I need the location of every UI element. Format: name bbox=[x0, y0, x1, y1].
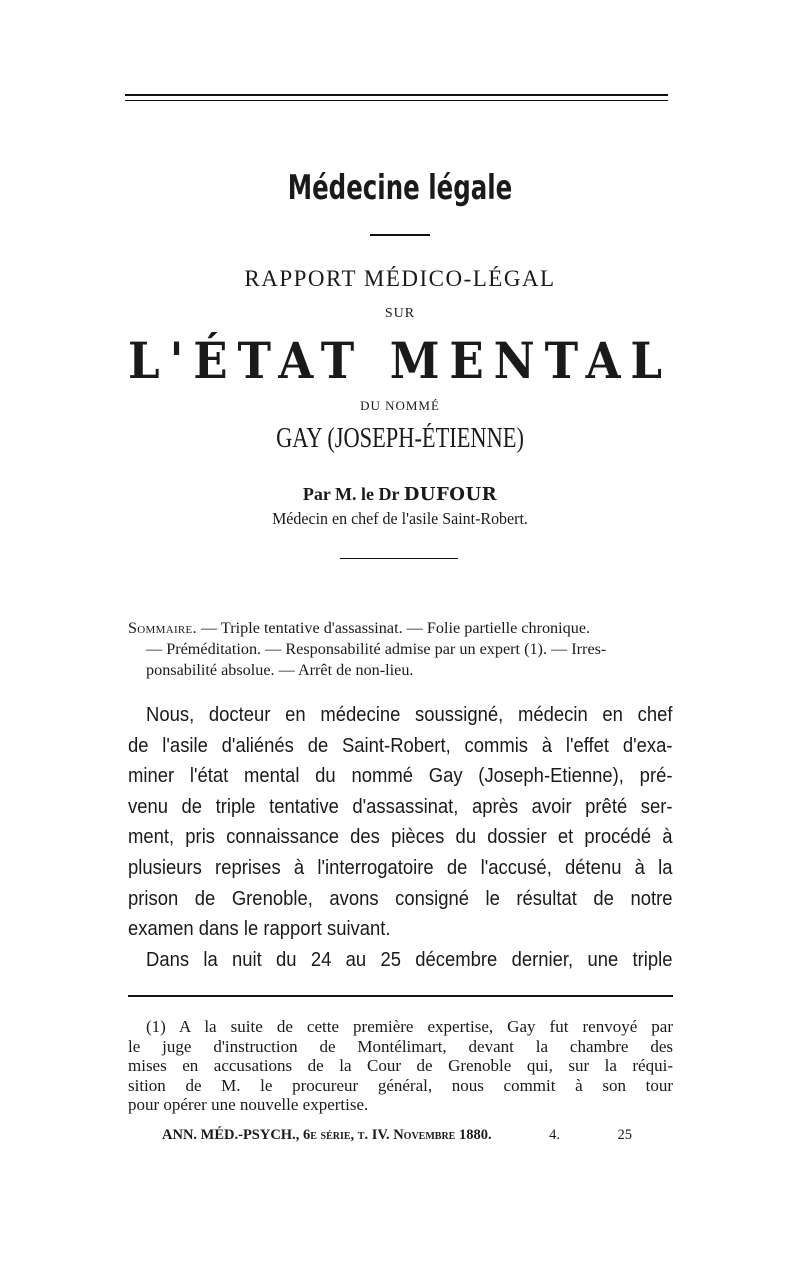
top-rule-thin bbox=[125, 100, 668, 101]
report-kicker: RAPPORT MÉDICO-LÉGAL bbox=[244, 266, 556, 291]
footnote bbox=[128, 1017, 673, 1115]
author-name: DUFOUR bbox=[403, 484, 498, 505]
author-divider bbox=[340, 558, 458, 559]
footnote-line: le juge d'instruction de Montélimart, devant la chambre des bbox=[128, 1036, 673, 1056]
running-footer bbox=[162, 1127, 632, 1144]
author-line bbox=[0, 484, 800, 505]
footnote-line: mises en accusations de la Cour de Grenoble qui, sur la réqui- bbox=[128, 1056, 673, 1075]
sur-label: SUR bbox=[384, 306, 416, 321]
sommaire-line-3: ponsabilité absolue. — Arrêt de non-lieu. bbox=[146, 661, 414, 679]
sommaire-label: Sommaire. bbox=[128, 619, 197, 637]
body-text bbox=[128, 700, 673, 975]
top-rule bbox=[125, 94, 668, 96]
body-line: examen dans le rapport suivant. bbox=[128, 917, 391, 941]
sommaire-line-2: — Préméditation. — Responsabilité admise par un expert (1). — Irres- bbox=[146, 640, 607, 658]
section-title: Médecine légale bbox=[287, 168, 513, 208]
body-line: miner l'état mental du nommé Gay (Joseph-Etienne), pré- bbox=[128, 764, 673, 788]
sommaire bbox=[128, 618, 668, 681]
journal-citation: ANN. MÉD.-PSYCH., 6e série, t. IV. Novembre 1880. bbox=[162, 1127, 492, 1143]
body-line: Nous, docteur en médecine soussigné, médecin en chef bbox=[146, 703, 673, 726]
page-number: 25 bbox=[617, 1127, 632, 1143]
author-affiliation: Médecin en chef de l'asile Saint-Robert. bbox=[272, 509, 528, 528]
sheet-signature: 4. bbox=[549, 1127, 560, 1143]
footnote-line: sition de M. le procureur général, nous commit à son tour bbox=[128, 1075, 673, 1095]
footnote-rule bbox=[128, 995, 673, 997]
footnote-line: (1) A la suite de cette première expertise, Gay fut renvoyé par bbox=[146, 1017, 673, 1036]
body-line: de l'asile d'aliénés de Saint-Robert, commis à l'effet d'exa- bbox=[128, 733, 673, 757]
main-title: L'ÉTAT MENTAL bbox=[128, 331, 672, 390]
body-line: plusieurs reprises à l'interrogatoire de l'accusé, détenu à la bbox=[128, 855, 673, 879]
footnote-line: pour opérer une nouvelle expertise. bbox=[128, 1095, 369, 1114]
body-line: prison de Grenoble, avons consigné le résultat de notre bbox=[128, 886, 673, 910]
du-nomme-label: DU NOMMÉ bbox=[360, 398, 440, 413]
sommaire-line-1: Sommaire. — Triple tentative d'assassinat. — Folie partielle chronique. bbox=[128, 619, 591, 637]
body-line: Dans la nuit du 24 au 25 décembre dernier, une triple bbox=[146, 947, 673, 971]
author-prefix: Par M. le Dr bbox=[302, 484, 400, 504]
subject-name: GAY (JOSEPH-ÉTIENNE) bbox=[276, 423, 524, 454]
body-line: venu de triple tentative d'assassinat, après avoir prêté ser- bbox=[128, 794, 673, 818]
title-divider bbox=[370, 234, 430, 236]
body-line: ment, pris connaissance des pièces du dossier et procédé à bbox=[128, 825, 673, 849]
